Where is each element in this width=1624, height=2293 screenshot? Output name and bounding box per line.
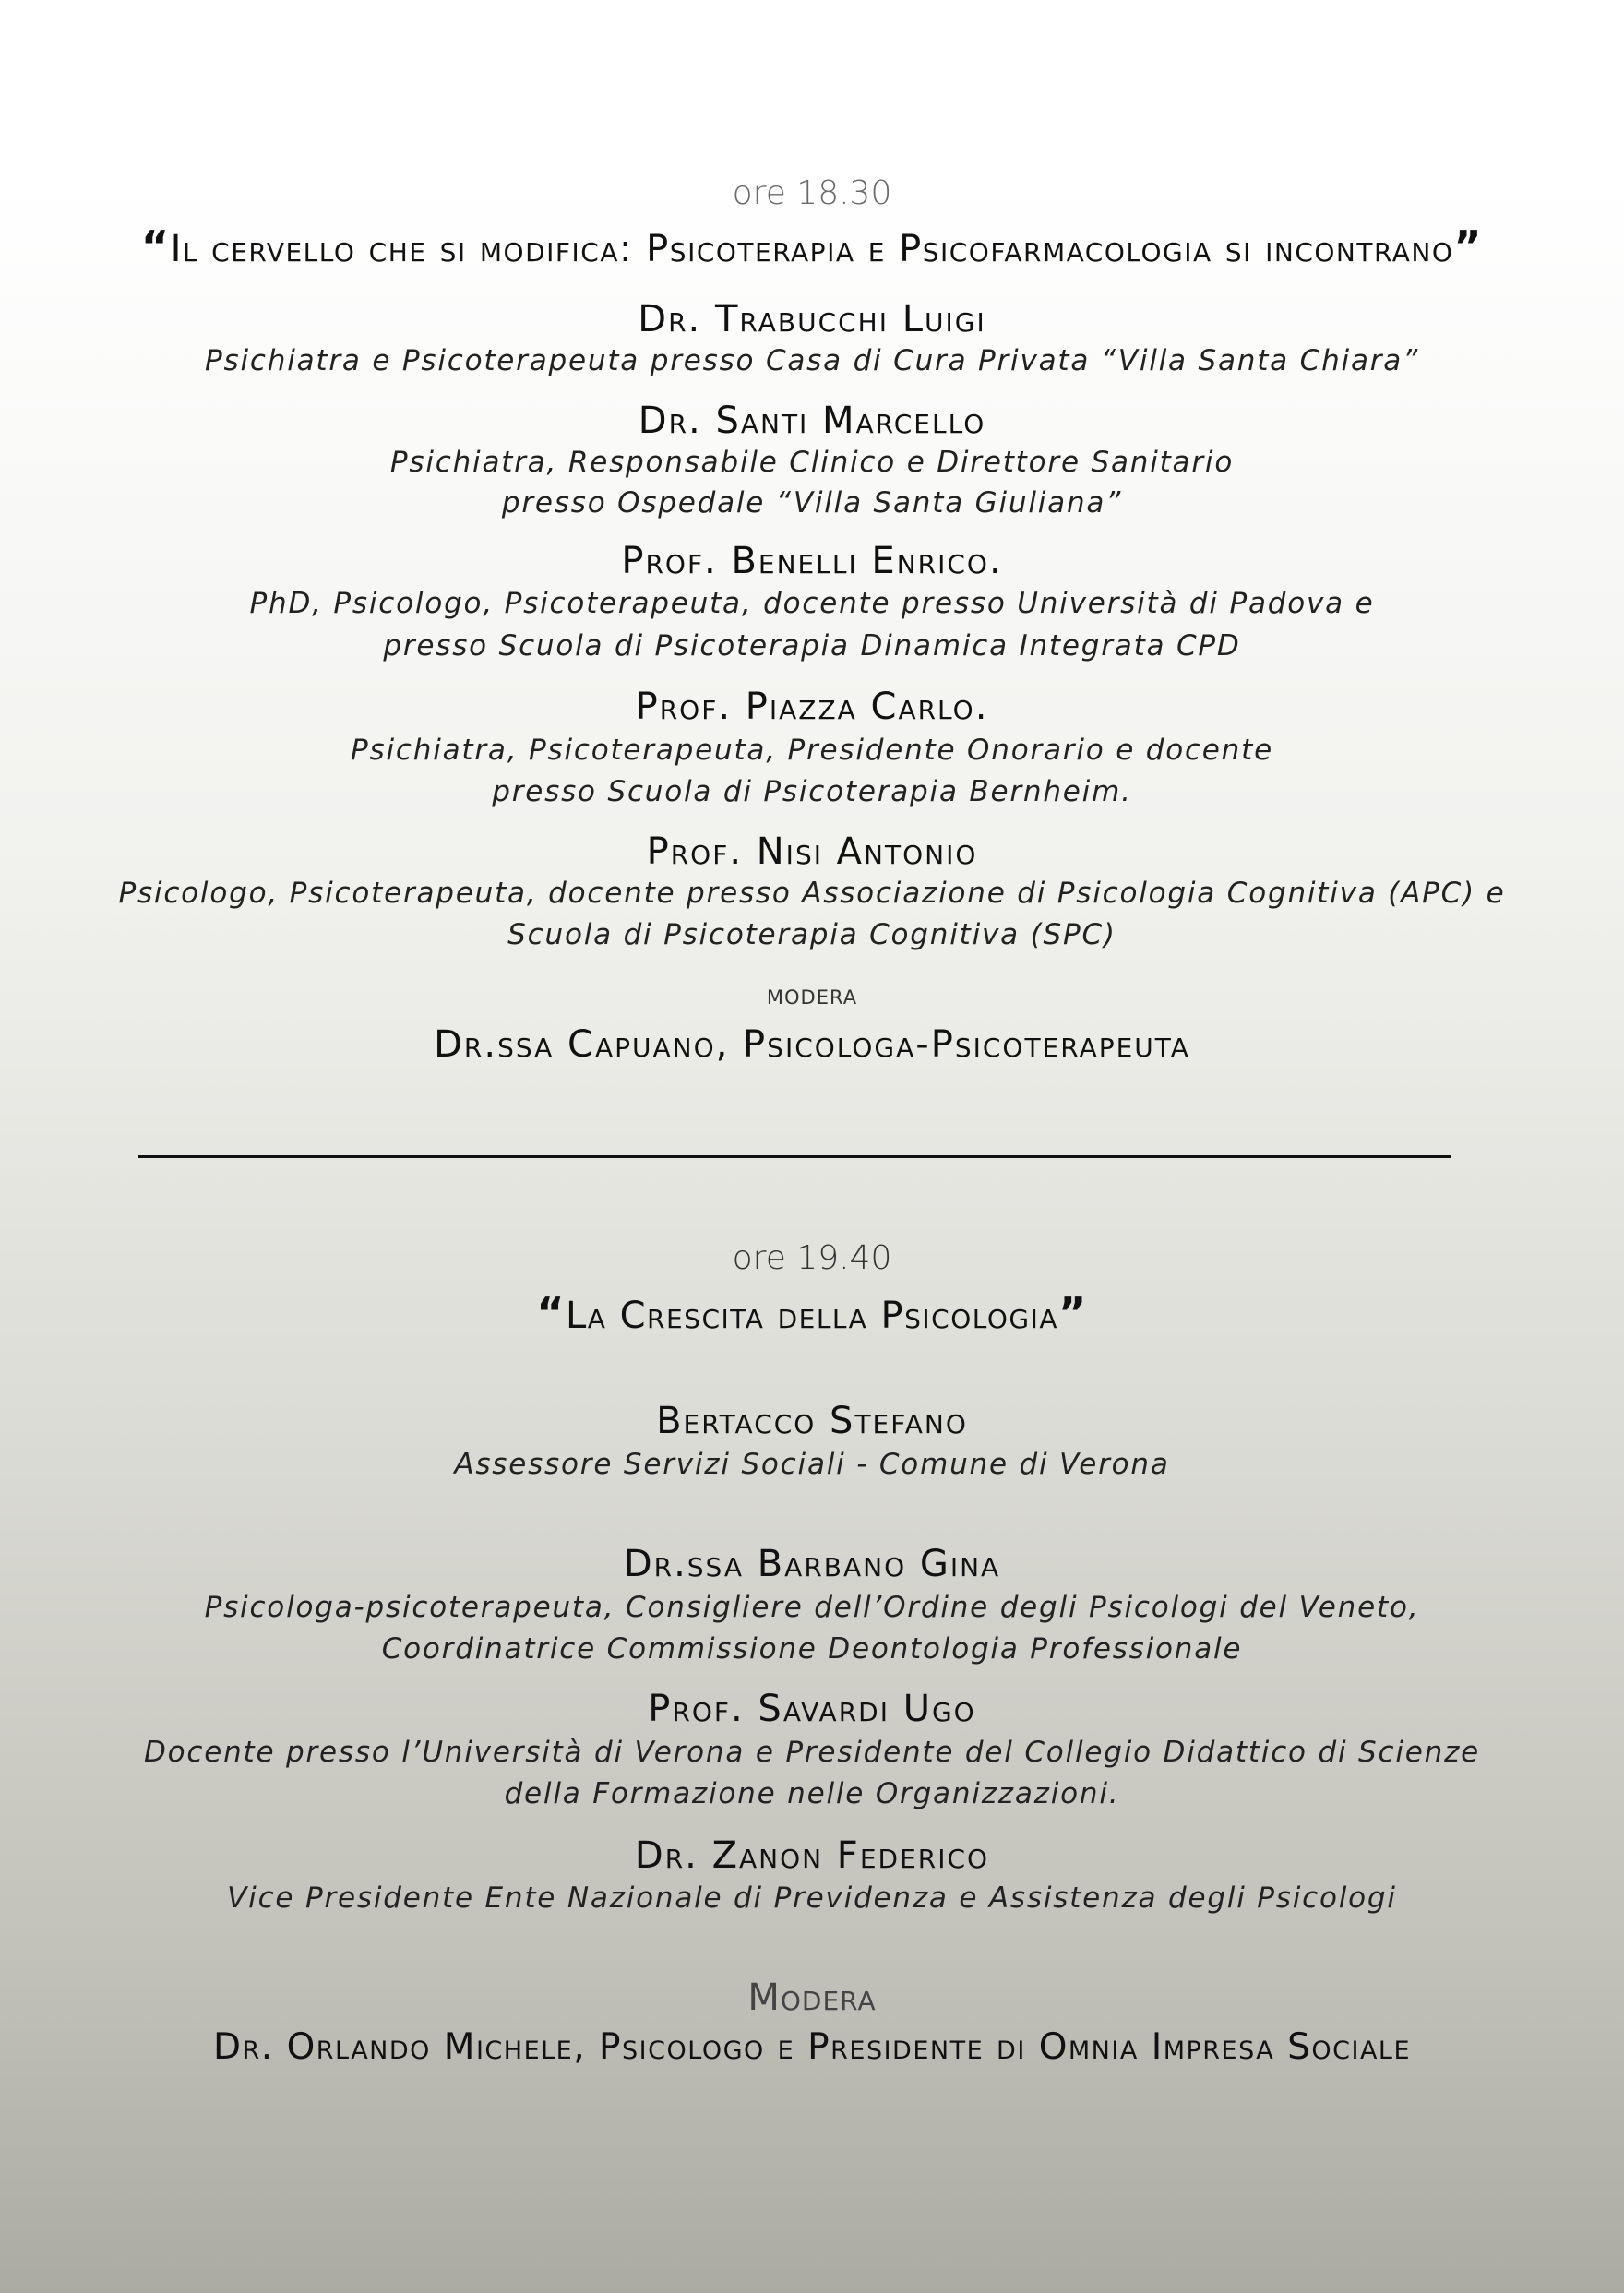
speaker-name: Bertacco Stefano: [656, 1400, 968, 1442]
session1-modera-label: modera: [766, 979, 858, 1011]
speaker-name: Prof. Benelli Enrico.: [621, 540, 1003, 582]
speaker-role: della Formazione nelle Organizzazioni.: [504, 1777, 1120, 1810]
speaker-role: Docente presso l’Università di Verona e Presidente del Collegio Didattico di Scienze: [143, 1736, 1481, 1769]
speaker-name: Prof. Savardi Ugo: [648, 1688, 976, 1730]
speaker-role: Psichiatra e Psicoterapeuta presso Casa di Cura Privata “Villa Santa Chiara”: [205, 344, 1419, 377]
speaker-role: Psicologa-psicoterapeuta, Consigliere dell’Ordine degli Psicologi del Veneto,: [204, 1591, 1420, 1624]
session2-title-close-quote: ”: [1058, 1288, 1088, 1338]
session1-moderator: Dr.ssa Capuano, Psicologa-Psicoterapeuta: [434, 1023, 1190, 1066]
session1-title: [0, 221, 1624, 272]
speaker-name: Dr.ssa Barbano Gina: [623, 1543, 1001, 1585]
speaker-role: presso Ospedale “Villa Santa Giuliana”: [501, 486, 1123, 520]
speaker-role: Vice Presidente Ente Nazionale di Previdenza e Assistenza degli Psicologi: [227, 1881, 1397, 1915]
speaker-role: presso Scuola di Psicoterapia Bernheim.: [492, 775, 1132, 808]
session2-moderator: Dr. Orlando Michele, Psicologo e Presidente di Omnia Impresa Sociale: [212, 2026, 1412, 2068]
speaker-name: Dr. Zanon Federico: [634, 1834, 990, 1877]
speaker-role: Coordinatrice Commissione Deontologia Professionale: [381, 1632, 1243, 1666]
session1-time: ore 18.30: [732, 174, 892, 212]
speaker-role: Scuola di Psicoterapia Cognitiva (SPC): [508, 918, 1116, 951]
speaker-name: Prof. Nisi Antonio: [646, 830, 978, 873]
speaker-role: presso Scuola di Psicoterapia Dinamica Integrata CPD: [383, 629, 1241, 663]
speaker-role: Psicologo, Psicoterapeuta, docente presso Associazione di Psicologia Cognitiva (APC) e: [118, 877, 1506, 910]
speaker-name: Prof. Piazza Carlo.: [635, 686, 989, 728]
session1-title-text: Il cervello che si modifica: Psicoterapia e Psicofarmacologia si incontrano: [170, 228, 1454, 270]
speaker-role: PhD, Psicologo, Psicoterapeuta, docente presso Università di Padova e: [249, 587, 1375, 620]
session2-title-open-quote: “: [536, 1288, 566, 1338]
speaker-role: Assessore Servizi Sociali - Comune di Verona: [454, 1448, 1170, 1481]
session2-title: [0, 1288, 1624, 1339]
speaker-role: Psichiatra, Responsabile Clinico e Direttore Sanitario: [389, 446, 1235, 479]
speaker-role: Psichiatra, Psicoterapeuta, Presidente Onorario e docente: [351, 734, 1273, 767]
session2-time: ore 19.40: [732, 1239, 892, 1277]
speaker-name: Dr. Trabucchi Luigi: [638, 298, 986, 340]
session1-title-close-quote: ”: [1453, 221, 1484, 271]
speaker-name: Dr. Santi Marcello: [638, 400, 986, 442]
session1-title-open-quote: “: [140, 221, 171, 271]
section-divider: [138, 1155, 1451, 1158]
session2-title-text: La Crescita della Psicologia: [565, 1295, 1059, 1337]
session2-modera-label: Modera: [747, 1977, 877, 2019]
